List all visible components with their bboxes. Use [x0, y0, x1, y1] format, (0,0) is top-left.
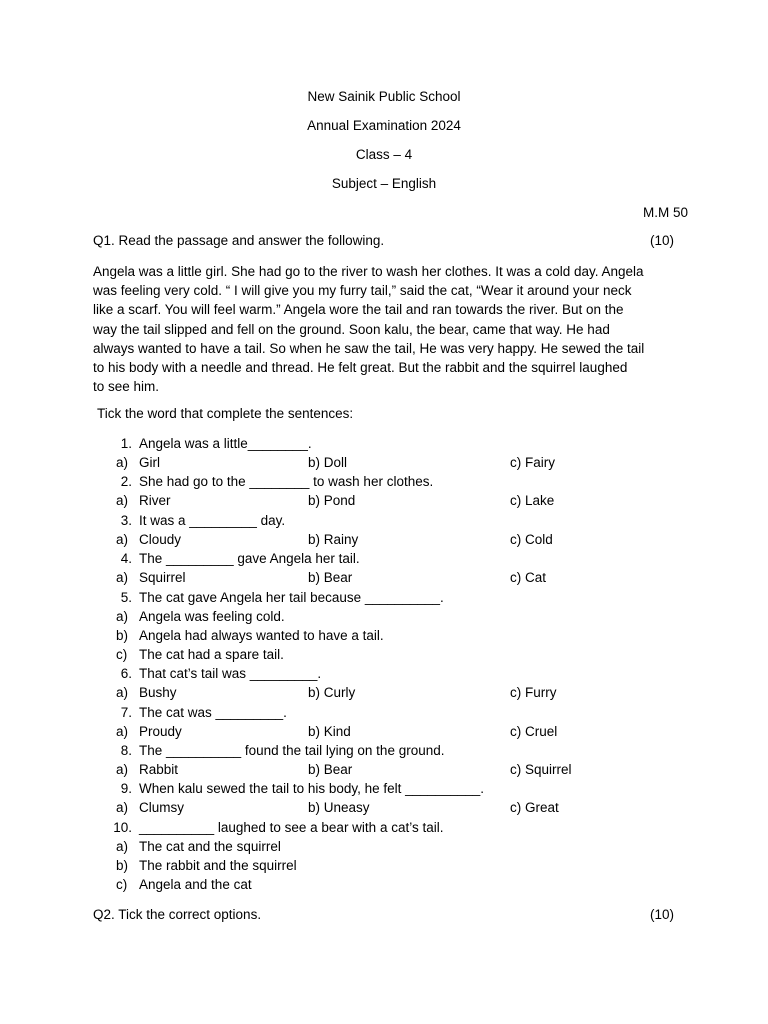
- option-a: Angela was feeling cold.: [139, 609, 285, 624]
- option-c: c) Fairy: [510, 455, 555, 470]
- option-c: c) Cruel: [510, 724, 558, 739]
- option-a: The cat and the squirrel: [139, 839, 281, 854]
- option-b: b) Bear: [308, 570, 353, 585]
- q1-title: Q1. Read the passage and answer the following.: [93, 233, 385, 248]
- option-a: Squirrel: [139, 570, 186, 585]
- q2-marks: (10): [649, 907, 674, 922]
- option-b: b) Kind: [308, 724, 351, 739]
- option-b-label: b): [116, 628, 129, 643]
- class-label: Class – 4: [355, 147, 413, 162]
- option-a-label: a): [116, 839, 129, 854]
- school-name: New Sainik Public School: [307, 89, 461, 104]
- question-number: 10.: [113, 820, 132, 835]
- option-a-label: a): [116, 762, 129, 777]
- passage-line: like a scarf. You will feel warm.” Angela wore the tail and ran towards the river. But on the: [93, 302, 624, 318]
- option-c: c) Great: [510, 800, 559, 815]
- option-a: River: [139, 493, 171, 508]
- option-c: c) Lake: [510, 493, 555, 508]
- max-marks: M.M 50: [642, 205, 688, 220]
- option-c: c) Furry: [510, 685, 557, 700]
- option-c: c) Cat: [510, 570, 547, 585]
- option-a-label: a): [116, 800, 129, 815]
- option-a-label: a): [116, 724, 129, 739]
- passage-line: to see him.: [93, 379, 160, 395]
- option-c-label: c): [116, 877, 128, 892]
- option-a-label: a): [116, 570, 129, 585]
- question-number: 6.: [120, 666, 132, 681]
- option-b: Angela had always wanted to have a tail.: [139, 628, 384, 643]
- option-b: b) Rainy: [308, 532, 359, 547]
- option-b: b) Pond: [308, 493, 356, 508]
- question-number: 1.: [120, 436, 132, 451]
- option-a-label: a): [116, 685, 129, 700]
- option-a: Cloudy: [139, 532, 182, 547]
- passage-line: Angela was a little girl. She had go to the river to wash her clothes. It was a cold day. Angela: [93, 264, 644, 279]
- option-c: The cat had a spare tail.: [139, 647, 284, 662]
- option-b: The rabbit and the squirrel: [139, 858, 297, 873]
- passage-line: way the tail slipped and fell on the ground. Soon kalu, the bear, came that way. He had: [93, 321, 610, 337]
- option-a-label: a): [116, 493, 129, 508]
- option-b-label: b): [116, 858, 129, 873]
- option-c: Angela and the cat: [139, 877, 252, 892]
- question-number: 9.: [120, 781, 132, 796]
- option-c: c) Cold: [510, 532, 553, 547]
- passage-line: always wanted to have a tail. So when he saw the tail, He was very happy. He sewed the tail: [93, 340, 645, 356]
- question-number: 2.: [120, 474, 132, 489]
- option-a-label: a): [116, 532, 129, 547]
- exam-title: Annual Examination 2024: [307, 118, 461, 133]
- option-a: Rabbit: [139, 762, 179, 777]
- question-text: She had go to the ________ to wash her clothes.: [139, 474, 434, 489]
- option-b: b) Uneasy: [308, 800, 370, 815]
- option-a: Proudy: [139, 724, 182, 739]
- question-text: The __________ found the tail lying on the ground.: [139, 743, 445, 758]
- option-a: Girl: [139, 455, 160, 470]
- question-text: The _________ gave Angela her tail.: [139, 551, 360, 566]
- option-c-label: c): [116, 647, 128, 662]
- passage-line: to his body with a needle and thread. He felt great. But the rabbit and the squirrel laughed: [93, 360, 628, 376]
- option-b: b) Doll: [308, 455, 348, 470]
- option-a-label: a): [116, 609, 129, 624]
- q1-marks: (10): [649, 233, 674, 248]
- question-number: 5.: [120, 590, 132, 605]
- passage-line: was feeling very cold. “ I will give you my furry tail,” said the cat, “Wear it around your neck: [93, 283, 632, 299]
- question-text: __________ laughed to see a bear with a cat’s tail.: [139, 820, 444, 835]
- question-number: 3.: [120, 513, 132, 528]
- question-text: It was a _________ day.: [139, 513, 286, 528]
- question-number: 7.: [120, 705, 132, 720]
- reading-passage: [93, 262, 685, 396]
- option-a: Clumsy: [139, 800, 185, 815]
- question-text: The cat gave Angela her tail because __________.: [139, 590, 444, 605]
- question-number: 8.: [120, 743, 132, 758]
- instruction: Tick the word that complete the sentences:: [97, 406, 354, 421]
- question-text: That cat’s tail was _________.: [139, 666, 322, 681]
- option-a-label: a): [116, 455, 129, 470]
- option-a: Bushy: [139, 685, 177, 700]
- question-number: 4.: [120, 551, 132, 566]
- option-b: b) Bear: [308, 762, 353, 777]
- q2-title: Q2. Tick the correct options.: [93, 907, 262, 922]
- question-text: When kalu sewed the tail to his body, he felt __________.: [139, 781, 484, 796]
- subject-label: Subject – English: [331, 176, 437, 191]
- question-text: The cat was _________.: [139, 705, 287, 720]
- option-c: c) Squirrel: [510, 762, 572, 777]
- question-text: Angela was a little________.: [139, 436, 312, 451]
- option-b: b) Curly: [308, 685, 356, 700]
